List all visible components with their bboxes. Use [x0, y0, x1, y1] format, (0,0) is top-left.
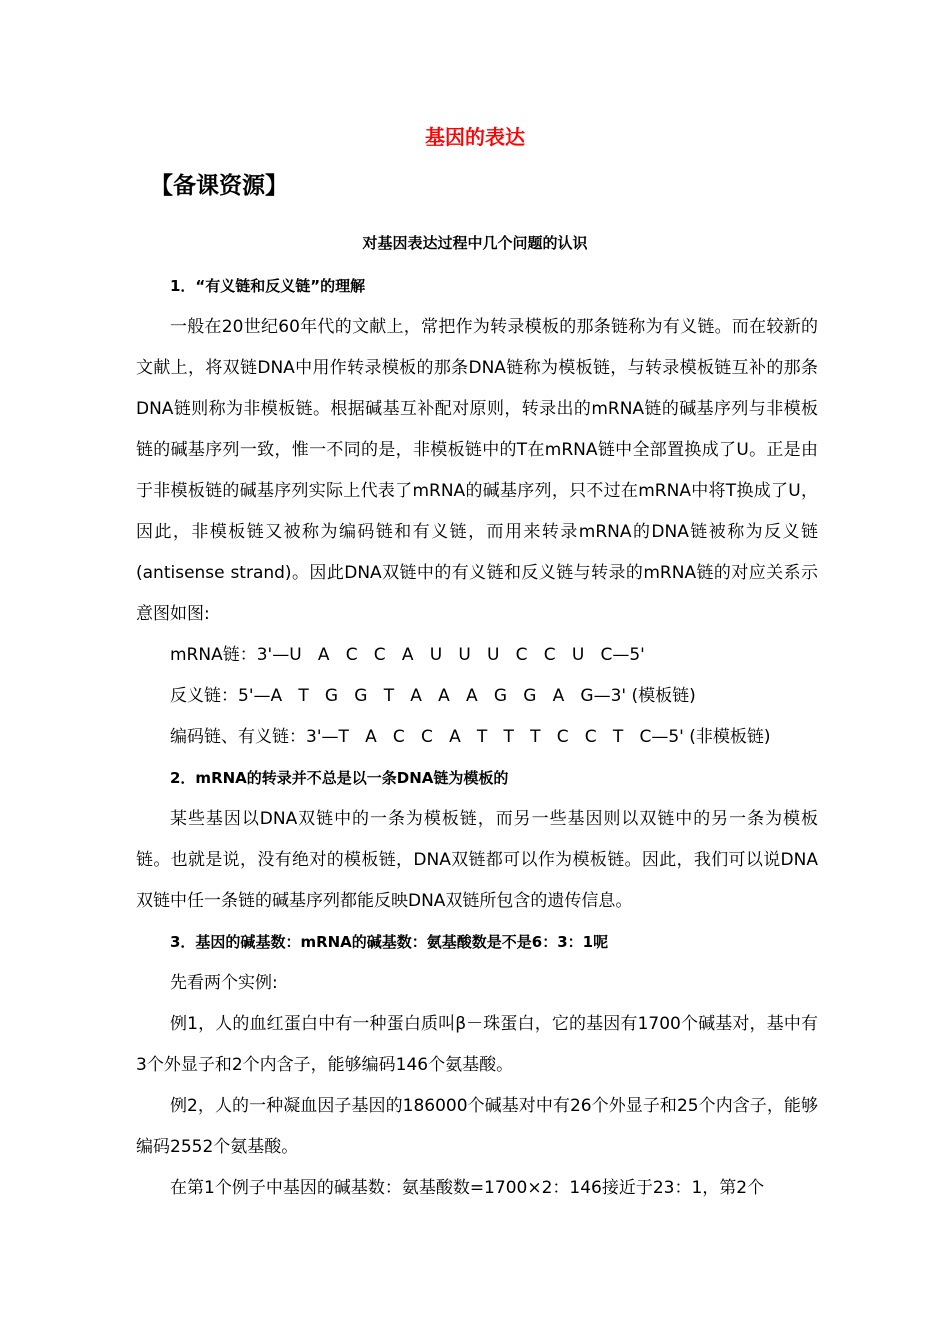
document-title: 基因的表达 [425, 125, 525, 149]
sequence-mrna: mRNA链：3'—U A C C A U U U C C U C—5' [170, 645, 645, 665]
article-body [136, 266, 818, 1209]
sequence-antisense: 反义链：5'—A T G G T A A A G G A G—3' (模板链) [170, 686, 696, 706]
paragraph-5: 例2，人的一种凝血因子基因的186000个碱基对中有26个外显子和25个内含子，能够编码2552个氨基酸。 [136, 1096, 818, 1157]
subheading-1: 1．“有义链和反义链”的理解 [170, 277, 366, 295]
paragraph-2: 某些基因以DNA双链中的一条为模板链，而另一些基因则以双链中的另一条为模板链。也就是说，没有绝对的模板链，DNA双链都可以作为模板链。因此，我们可以说DNA双链中任一条链的碱基序列都能反映DNA双链所包含的遗传信息。 [136, 809, 818, 911]
paragraph-6: 在第1个例子中基因的碱基数：氨基酸数=1700×2：146接近于23：1，第2个 [170, 1178, 765, 1198]
section-heading: 【备课资源】 [150, 173, 288, 199]
subheading-2: 2．mRNA的转录并不总是以一条DNA链为模板的 [170, 769, 509, 787]
paragraph-4: 例1，人的血红蛋白中有一种蛋白质叫β－珠蛋白，它的基因有1700个碱基对，基中有3个外显子和2个内含子，能够编码146个氨基酸。 [136, 1014, 818, 1075]
article-title: 对基因表达过程中几个问题的认识 [362, 234, 588, 252]
sequence-coding: 编码链、有义链：3'—T A C C A T T T C C T C—5' (非模板链) [170, 727, 771, 747]
paragraph-1: 一般在20世纪60年代的文献上，常把作为转录模板的那条链称为有义链。而在较新的文献上，将双链DNA中用作转录模板的那条DNA链称为模板链，与转录模板链互补的那条DNA链则称为非模板链。根据碱基互补配对原则，转录出的mRNA链的碱基序列与非模板链的碱基序列一致，惟一不同的是，非模板链中的T在mRNA链中全部置换成了U。正是由于非模板链的碱基序列实际上代表了mRNA的碱基序列，只不过在mRNA中将T换成了U，因此，非模板链又被称为编码链和有义链，而用来转录mRNA的DNA链被称为反义链(antisense strand)。因此DNA双链中的有义链和反义链与转录的mRNA链的对应关系示意图如图: [136, 317, 818, 624]
subheading-3: 3．基因的碱基数：mRNA的碱基数：氨基酸数是不是6：3：1呢 [170, 933, 609, 951]
paragraph-3: 先看两个实例: [170, 973, 278, 993]
